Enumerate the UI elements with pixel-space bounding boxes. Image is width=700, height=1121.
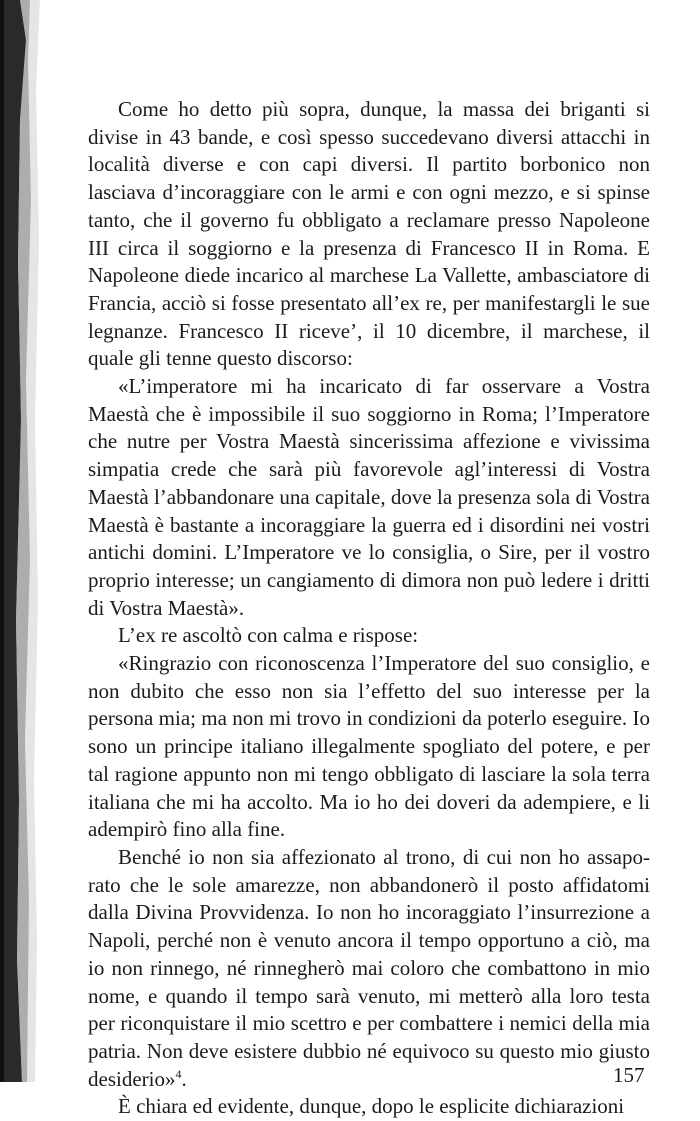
footnote-marker: 4 xyxy=(175,1066,182,1081)
paragraph: L’ex re ascoltò con calma e rispose: xyxy=(118,623,419,648)
paragraph-text: Benché io non sia affezionato al trono, di cui non ho assaporato che le sole amarezze, non abbandonerò il posto affidatomi dalla Divina Provvidenza. Io non ho incoraggiato l’insurrezione a Napoli, perché non è venuto ancora il tempo opportuno a ciò, ma io non rinnego, né rinnegherò mai coloro che combattono in mio nome, e quando il tempo sarà venuto, mi metterò alla loro testa per riconquistare il mio scettro e per combattere i nemici della mia patria. Non deve esistere dubbio né equivoco su questo mio giusto desiderio» xyxy=(88,844,650,1091)
page-body xyxy=(88,96,650,1121)
paragraph: «Ringrazio con riconoscenza l’Imperatore del suo consiglio, e non dubito che esso non sia l’effetto del suo interesse per la persona mia; ma non mi trovo in condizioni da poterlo eseguire. Io sono un principe italiano illegalmente spogliato del potere, e per tal ragione appunto non mi tengo obbligato di lasciare la sola terra italiana che mi ha accolto. Ma io ho dei doveri da adempiere, e li adempirò fino alla fine. xyxy=(88,651,650,842)
paragraph: È chiara ed evidente, dunque, dopo le esplicite dichiarazioni xyxy=(118,1094,625,1119)
paragraph: «L’imperatore mi ha incaricato di far osservare a Vostra Maestà che è impossibile il suo soggiorno in Roma; l’Imperatore che nutre per Vostra Maestà sincerissima affezione e vivissima simpatia crede che sarà più favorevole agl’interessi di Vostra Maestà l’abbandonare una capitale, dove la presenza sola di Vostra Maestà è bastante a incoraggiare la guerra ed i disordini nei vostri antichi domini. L’Imperatore ve lo consiglia, o Sire, per il vostro proprio interesse; un cangiamento di dimora non può ledere i dritti di Vostra Maestà». xyxy=(88,374,650,620)
page-binding-shadow xyxy=(0,0,46,1082)
paragraph: Come ho detto più sopra, dunque, la massa dei briganti si divise in 43 bande, e così spesso succedevano diversi attacchi in località diverse e con capi diversi. Il partito borbonico non lasciava d’incoraggiare con le armi e con ogni mezzo, e si spinse tanto, che il governo fu obbligato a reclamare presso Napoleone III circa il soggiorno e la presenza di Francesco II in Roma. E Napoleone diede incarico al marchese La Vallette, ambasciatore di Francia, acciò si fosse presentato all’ex re, per manifestargli le sue legnanze. Francesco II riceve’, il 10 dicembre, il marchese, il quale gli tenne questo discorso: xyxy=(88,97,650,371)
paragraph: Benché io non sia affezionato al trono, di cui non ho assaporato che le sole amarezze, non abbandonerò il posto affidatomi dalla Divina Provvidenza. Io non ho incoraggiato l’insurrezione a Napoli, perché non è venuto ancora il tempo opportuno a ciò, ma io non rinnego, né rinnegherò mai coloro che combattono in mio nome, e quando il tempo sarà venuto, mi metterò alla loro testa per riconquistare il mio scettro e per combattere i nemici della mia patria. Non deve esistere dubbio né equivoco su questo mio giusto desiderio»$^4$. xyxy=(88,844,650,1091)
page-number: 157 xyxy=(613,1063,645,1087)
